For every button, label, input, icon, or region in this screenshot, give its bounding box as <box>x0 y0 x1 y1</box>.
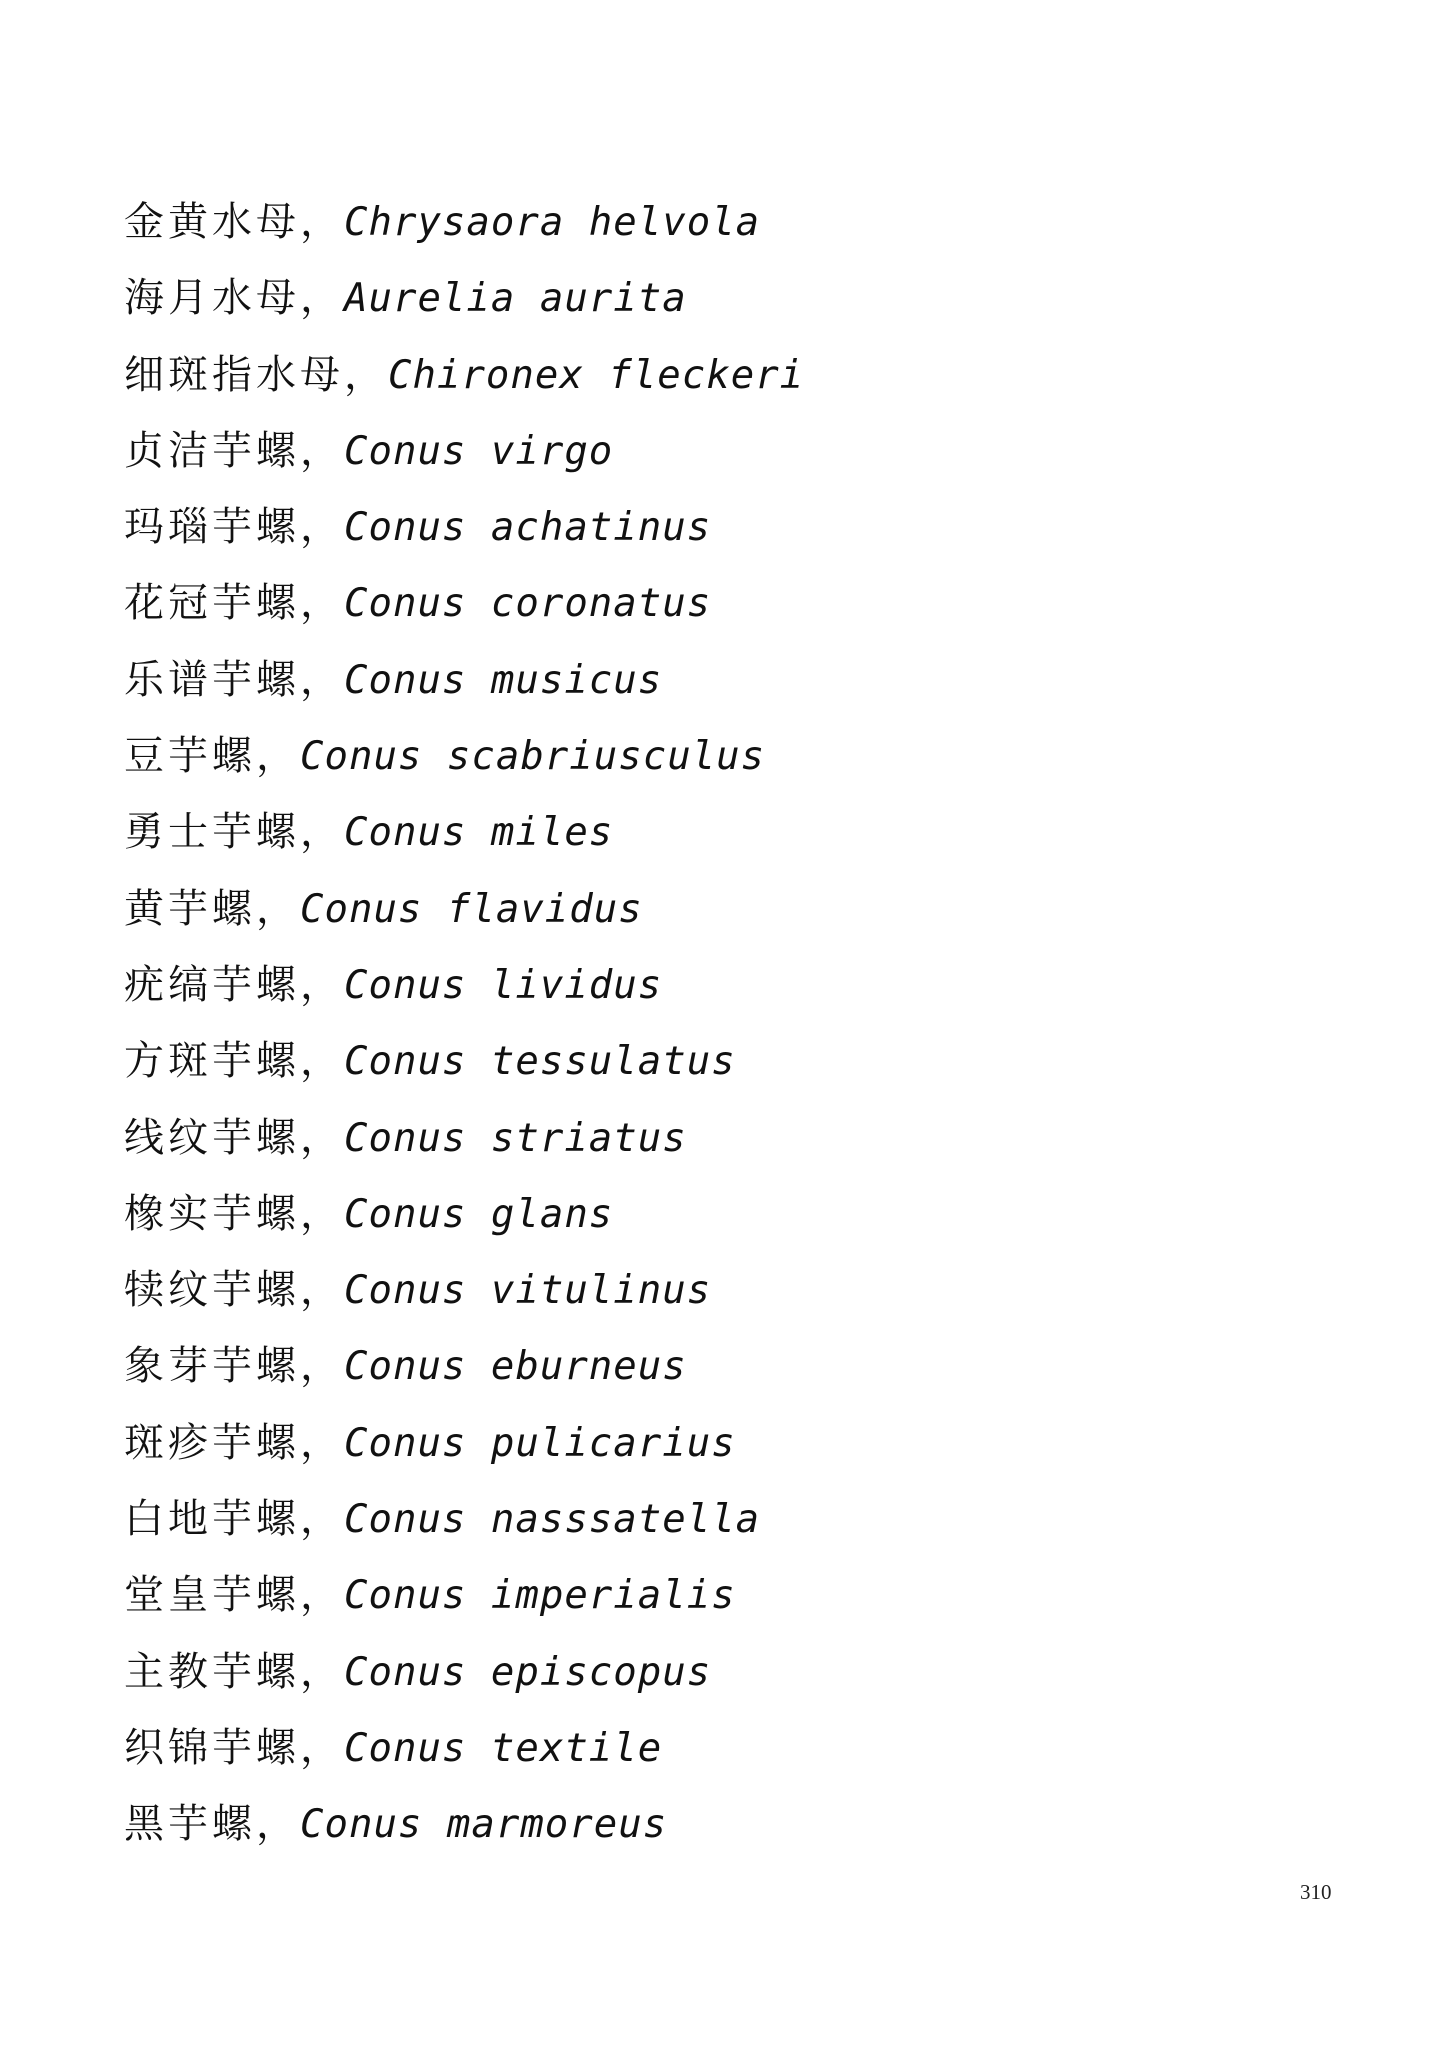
latin-name: Conus eburneus <box>344 1344 687 1390</box>
list-item <box>124 642 804 718</box>
list-item <box>124 1252 804 1328</box>
list-item <box>124 1328 804 1404</box>
chinese-name: 疣缟芋螺， <box>124 961 344 1008</box>
list-item <box>124 871 804 947</box>
latin-name: Conus coronatus <box>344 581 712 627</box>
latin-name: Chironex fleckeri <box>388 352 805 398</box>
species-name-list <box>124 184 804 1863</box>
latin-name: Conus flavidus <box>300 886 643 932</box>
latin-name: Conus episcopus <box>344 1649 712 1695</box>
chinese-name: 方斑芋螺， <box>124 1038 344 1085</box>
latin-name: Conus striatus <box>344 1115 687 1161</box>
latin-name: Aurelia aurita <box>344 276 687 322</box>
list-item <box>124 1557 804 1633</box>
list-item <box>124 413 804 489</box>
chinese-name: 细斑指水母， <box>124 351 388 398</box>
latin-name: Conus pulicarius <box>344 1420 736 1466</box>
list-item <box>124 489 804 565</box>
chinese-name: 金黄水母， <box>124 199 344 245</box>
chinese-name: 黑芋螺， <box>124 1801 300 1848</box>
chinese-name: 海月水母， <box>124 275 344 322</box>
latin-name: Conus tessulatus <box>344 1039 736 1085</box>
chinese-name: 白地芋螺， <box>124 1496 344 1543</box>
latin-name: Conus achatinus <box>344 505 712 551</box>
chinese-name: 乐谱芋螺， <box>124 656 344 703</box>
list-item <box>124 1481 804 1557</box>
latin-name: Conus glans <box>344 1191 614 1237</box>
chinese-name: 玛瑙芋螺， <box>124 504 344 551</box>
latin-name: Chrysaora helvola <box>344 200 761 245</box>
list-item <box>124 1176 804 1252</box>
chinese-name: 贞洁芋螺， <box>124 427 344 474</box>
chinese-name: 豆芋螺， <box>124 733 300 780</box>
list-item <box>124 1786 804 1862</box>
chinese-name: 主教芋螺， <box>124 1648 344 1695</box>
chinese-name: 堂皇芋螺， <box>124 1572 344 1619</box>
list-item <box>124 794 804 870</box>
chinese-name: 橡实芋螺， <box>124 1190 344 1237</box>
page-number: 310 <box>1300 1880 1332 1904</box>
latin-name: Conus virgo <box>344 428 614 474</box>
latin-name: Conus vitulinus <box>344 1268 712 1314</box>
list-item <box>124 1405 804 1481</box>
latin-name: Conus lividus <box>344 962 663 1008</box>
list-item <box>124 1100 804 1176</box>
latin-name: Conus musicus <box>344 657 663 703</box>
chinese-name: 勇士芋螺， <box>124 809 344 856</box>
chinese-name: 犊纹芋螺， <box>124 1267 344 1314</box>
list-item <box>124 1634 804 1710</box>
list-item <box>124 184 804 260</box>
list-item <box>124 337 804 413</box>
latin-name: Conus textile <box>344 1725 663 1771</box>
latin-name: Conus imperialis <box>344 1573 736 1619</box>
list-item <box>124 947 804 1023</box>
chinese-name: 斑疹芋螺， <box>124 1419 344 1466</box>
latin-name: Conus scabriusculus <box>300 734 766 780</box>
chinese-name: 织锦芋螺， <box>124 1724 344 1771</box>
chinese-name: 象芽芋螺， <box>124 1343 344 1390</box>
chinese-name: 黄芋螺， <box>124 885 300 932</box>
list-item <box>124 1023 804 1099</box>
latin-name: Conus marmoreus <box>300 1802 668 1848</box>
list-item <box>124 565 804 641</box>
list-item <box>124 260 804 336</box>
chinese-name: 花冠芋螺， <box>124 580 344 627</box>
list-item <box>124 718 804 794</box>
list-item <box>124 1710 804 1786</box>
latin-name: Conus miles <box>344 810 614 856</box>
chinese-name: 线纹芋螺， <box>124 1114 344 1161</box>
latin-name: Conus nasssatella <box>344 1497 761 1543</box>
